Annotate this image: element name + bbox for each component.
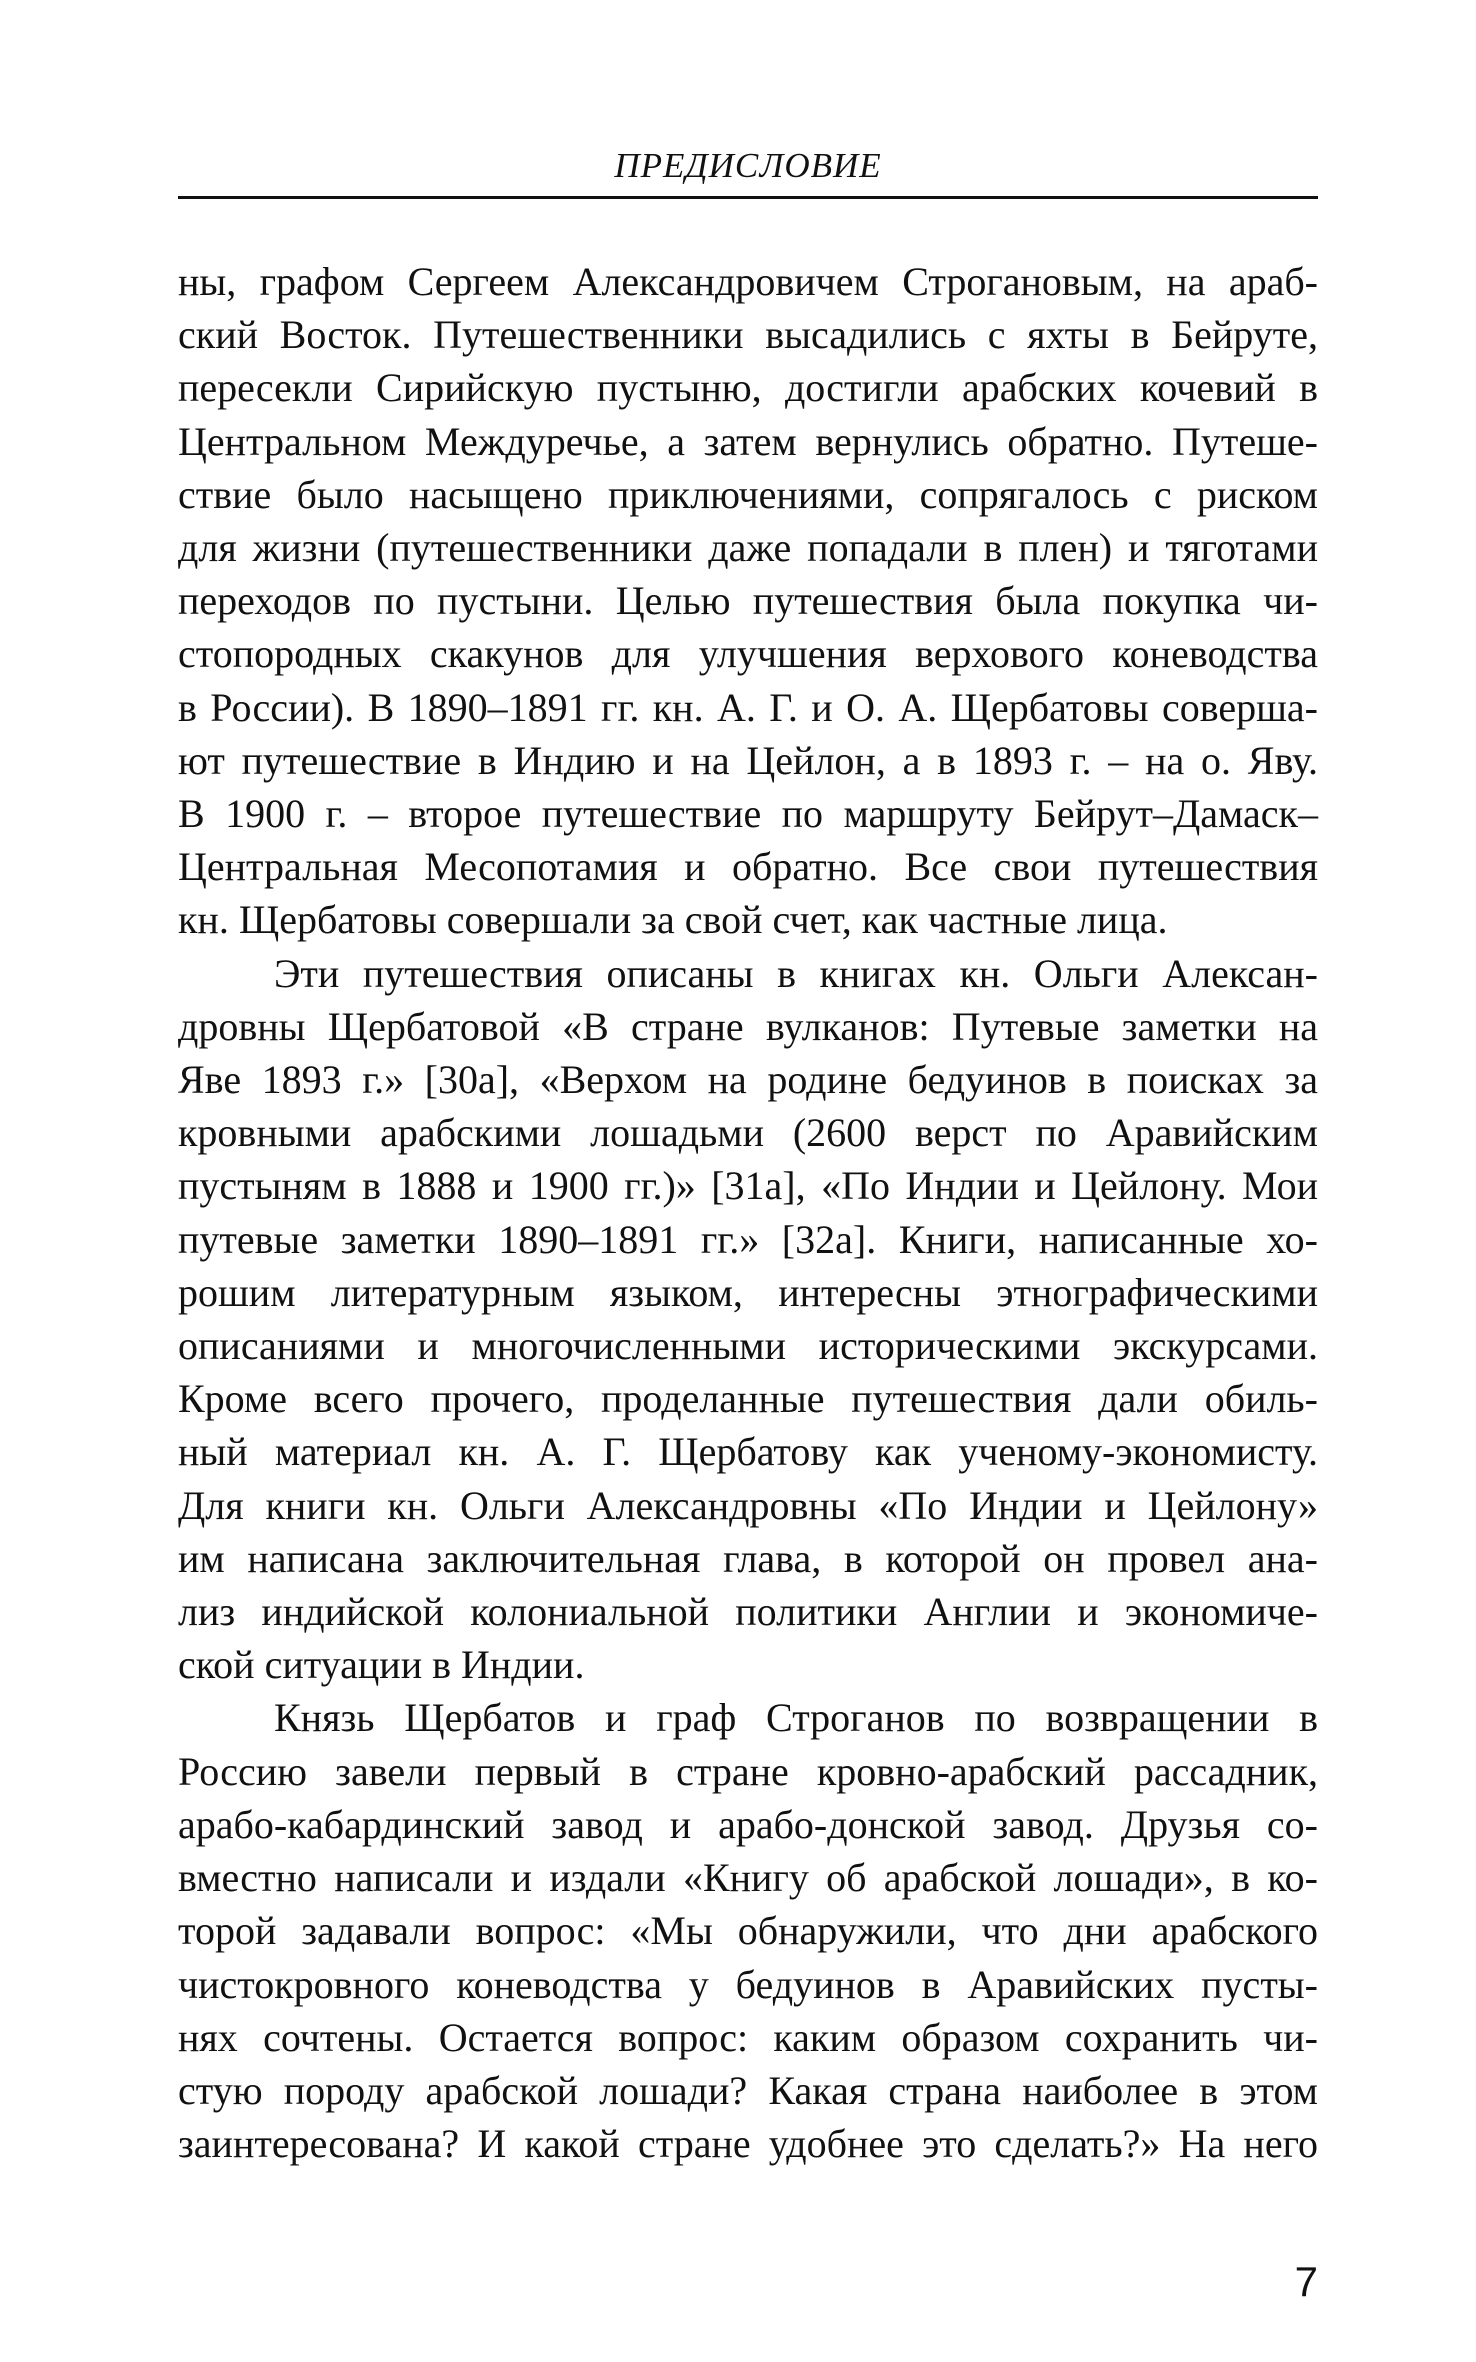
page-number: 7 xyxy=(1294,2258,1318,2305)
text-line: Князь Щербатов и граф Строганов по возвращении в xyxy=(274,1695,1318,1741)
text-line: нях сочтены. Остается вопрос: каким образом сохранить чи- xyxy=(178,2014,1318,2060)
text-line: Эти путешествия описаны в книгах кн. Ольги Алексан- xyxy=(274,950,1318,996)
paragraph-1 xyxy=(178,255,1318,947)
text-line: в России). В 1890–1891 гг. кн. А. Г. и О. А. Щербатовы соверша- xyxy=(178,684,1318,730)
text-line: В 1900 г. – второе путешествие по маршруту Бейрут–Дамаск– xyxy=(178,791,1318,837)
text-line: ны, графом Сергеем Александровичем Строгановым, на араб- xyxy=(178,259,1318,304)
text-line: лиз индийской колониальной политики Англии и экономиче- xyxy=(178,1589,1318,1635)
text-line: пустыням в 1888 и 1900 гг.)» [31а], «По Индии и Цейлону. Мои xyxy=(178,1163,1318,1209)
text-line: описаниями и многочисленными историческими экскурсами. xyxy=(178,1323,1318,1369)
text-line: дровны Щербатовой «В стране вулканов: Путевые заметки на xyxy=(178,1003,1318,1049)
text-line: для жизни (путешественники даже попадали в плен) и тяготами xyxy=(178,525,1318,571)
text-line: Яве 1893 г.» [30а], «Верхом на родине бедуинов в поисках за xyxy=(178,1057,1318,1103)
text-line: заинтересована? И какой стране удобнее это сделать?» На него xyxy=(178,2121,1318,2167)
text-line: Центральном Междуречье, а затем вернулись обратно. Путеше- xyxy=(178,418,1318,464)
header-rule xyxy=(178,196,1318,199)
text-line: кровными арабскими лошадьми (2600 верст по Аравийским xyxy=(178,1110,1318,1156)
text-line: Кроме всего прочего, проделанные путешествия дали обиль- xyxy=(178,1376,1318,1422)
text-line: ют путешествие в Индию и на Цейлон, а в 1893 г. – на о. Яву. xyxy=(178,737,1318,783)
text-line: переходов по пустыни. Целью путешествия была покупка чи- xyxy=(178,578,1318,624)
paragraph-2 xyxy=(178,947,1318,1692)
text-line: ный материал кн. А. Г. Щербатову как ученому-экономисту. xyxy=(178,1429,1318,1475)
text-line: стопородных скакунов для улучшения верхового коневодства xyxy=(178,631,1318,677)
text-line: путевые заметки 1890–1891 гг.» [32а]. Книги, написанные хо- xyxy=(178,1216,1318,1262)
text-line: рошим литературным языком, интересны этнографическими xyxy=(178,1269,1318,1315)
paragraph-3 xyxy=(178,1691,1318,2170)
text-line: арабо-кабардинский завод и арабо-донской завод. Друзья со- xyxy=(178,1801,1318,1847)
text-line: кн. Щербатовы совершали за свой счет, как частные лица. xyxy=(178,897,1168,943)
text-line: ской ситуации в Индии. xyxy=(178,1642,585,1688)
text-line: вместно написали и издали «Книгу об арабской лошади», в ко- xyxy=(178,1855,1318,1901)
text-line: ский Восток. Путешественники высадились с яхты в Бейруте, xyxy=(178,312,1318,358)
text-line: им написана заключительная глава, в которой он провел ана- xyxy=(178,1535,1318,1581)
text-line: торой задавали вопрос: «Мы обнаружили, что дни арабского xyxy=(178,1908,1318,1954)
running-title: ПРЕДИСЛОВИЕ xyxy=(614,146,882,185)
text-line: Россию завели первый в стране кровно-арабский рассадник, xyxy=(178,1748,1318,1794)
text-line: Для книги кн. Ольги Александровны «По Индии и Цейлону» xyxy=(178,1482,1318,1528)
text-line: чистокровного коневодства у бедуинов в Аравийских пусты- xyxy=(178,1961,1318,2007)
text-line: ствие было насыщено приключениями, сопрягалось с риском xyxy=(178,471,1318,517)
text-line: пересекли Сирийскую пустыню, достигли арабских кочевий в xyxy=(178,365,1318,411)
text-line: Центральная Месопотамия и обратно. Все свои путешествия xyxy=(178,844,1318,890)
body-text xyxy=(178,255,1318,2170)
text-line: стую породу арабской лошади? Какая страна наиболее в этом xyxy=(178,2067,1318,2113)
